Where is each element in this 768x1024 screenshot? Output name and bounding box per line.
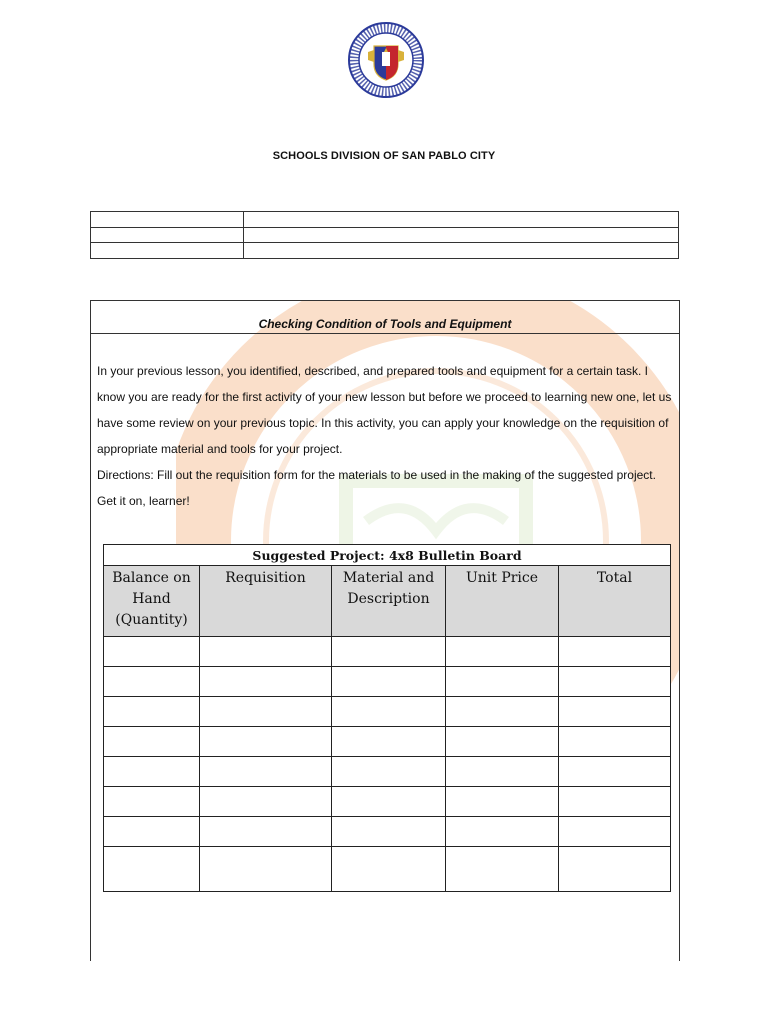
table-cell[interactable] <box>200 667 332 697</box>
table-cell[interactable] <box>200 787 332 817</box>
table-row <box>104 847 671 892</box>
directions-paragraph: Directions: Fill out the requisition form for the materials to be used in the making of the suggested project. Get it on, learner! <box>97 468 656 508</box>
table-cell[interactable] <box>200 637 332 667</box>
table-cell[interactable] <box>446 697 559 727</box>
table-cell[interactable] <box>104 757 200 787</box>
table-header-row <box>104 566 671 637</box>
table-cell[interactable] <box>446 817 559 847</box>
table-cell[interactable] <box>446 757 559 787</box>
table-cell[interactable] <box>332 697 446 727</box>
table-cell[interactable] <box>104 727 200 757</box>
table-cell[interactable] <box>104 667 200 697</box>
table-cell[interactable] <box>446 637 559 667</box>
table-row <box>104 637 671 667</box>
info-label-cell <box>91 212 244 228</box>
column-header: Total <box>559 566 671 637</box>
info-label-cell <box>91 227 244 243</box>
table-cell[interactable] <box>446 787 559 817</box>
table-row <box>104 727 671 757</box>
table-cell[interactable] <box>332 727 446 757</box>
table-cell[interactable] <box>559 667 671 697</box>
table-cell[interactable] <box>104 817 200 847</box>
table-cell[interactable] <box>332 667 446 697</box>
deped-seal <box>348 22 424 98</box>
info-value-cell <box>244 243 679 259</box>
seal-icon <box>348 22 424 98</box>
table-cell[interactable] <box>200 697 332 727</box>
info-value-cell <box>244 227 679 243</box>
table-cell[interactable] <box>559 847 671 892</box>
table-cell[interactable] <box>332 637 446 667</box>
activity-title: Checking Condition of Tools and Equipment <box>91 301 679 334</box>
table-cell[interactable] <box>446 847 559 892</box>
table-cell[interactable] <box>559 757 671 787</box>
division-title: SCHOOLS DIVISION OF SAN PABLO CITY <box>272 150 496 162</box>
lesson-paragraph: In your previous lesson, you identified, described, and prepared tools and equipment for a certain task. I know you are ready for the first activity of your new lesson but before we proceed to learning new one, let us have some review on your previous topic. In this activity, you can apply your knowledge on the requisition of appropriate material and tools for your project. <box>97 364 672 456</box>
table-cell[interactable] <box>200 757 332 787</box>
table-cell[interactable] <box>332 847 446 892</box>
column-header: Requisition <box>200 566 332 637</box>
table-cell[interactable] <box>200 847 332 892</box>
column-header: Balance on Hand (Quantity) <box>104 566 200 637</box>
table-row <box>104 787 671 817</box>
table-cell[interactable] <box>446 667 559 697</box>
table-cell[interactable] <box>332 817 446 847</box>
table-cell[interactable] <box>446 727 559 757</box>
table-caption-row <box>104 545 671 566</box>
column-header: Unit Price <box>446 566 559 637</box>
table-caption: Suggested Project: 4x8 Bulletin Board <box>104 545 671 566</box>
column-header: Material and Description <box>332 566 446 637</box>
table-cell[interactable] <box>104 787 200 817</box>
table-row <box>104 817 671 847</box>
table-cell[interactable] <box>104 847 200 892</box>
table-cell[interactable] <box>559 727 671 757</box>
info-row <box>91 243 679 259</box>
table-row <box>104 667 671 697</box>
table-cell[interactable] <box>332 787 446 817</box>
table-cell[interactable] <box>559 787 671 817</box>
table-cell[interactable] <box>559 817 671 847</box>
instructions <box>91 334 679 514</box>
table-cell[interactable] <box>332 757 446 787</box>
info-row <box>91 227 679 243</box>
table-cell[interactable] <box>559 637 671 667</box>
table-row <box>104 697 671 727</box>
activity-box <box>90 300 680 961</box>
table-cell[interactable] <box>104 697 200 727</box>
info-value-cell <box>244 212 679 228</box>
info-row <box>91 212 679 228</box>
table-cell[interactable] <box>104 637 200 667</box>
info-label-cell <box>91 243 244 259</box>
table-cell[interactable] <box>559 697 671 727</box>
info-table <box>90 211 679 259</box>
table-row <box>104 757 671 787</box>
table-cell[interactable] <box>200 817 332 847</box>
table-cell[interactable] <box>200 727 332 757</box>
requisition-table <box>103 544 671 892</box>
